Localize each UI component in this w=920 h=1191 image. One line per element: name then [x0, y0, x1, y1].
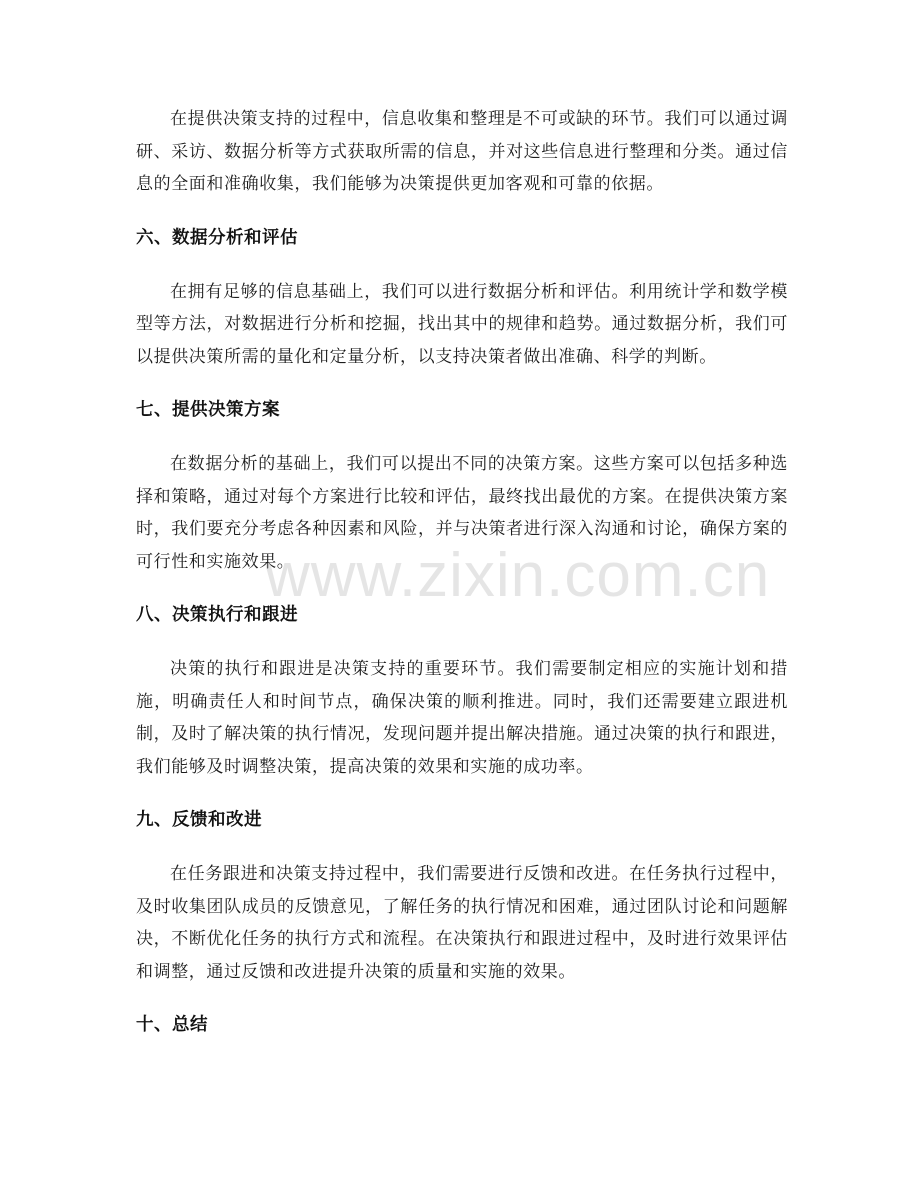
section-heading-8: 八、决策执行和跟进	[136, 605, 298, 625]
watermark-text: www.zixin.com.cn	[265, 541, 771, 610]
section-heading-10: 十、总结	[136, 1015, 208, 1035]
section-heading-7: 七、提供决策方案	[136, 400, 280, 420]
section-paragraph-9: 在任务跟进和决策支持过程中，我们需要进行反馈和改进。在任务执行过程中，及时收集团队成员的反馈意见，了解任务的执行情况和困难，通过团队讨论和问题解决，不断优化任务的执行方式和流程。在决策执行和跟进过程中，及时进行效果评估和调整，通过反馈和改进提升决策的质量和实施的效果。	[136, 864, 788, 982]
section-heading-6: 六、数据分析和评估	[136, 227, 298, 248]
section-paragraph-7: 在数据分析的基础上，我们可以提出不同的决策方案。这些方案可以包括多种选择和策略，通过对每个方案进行比较和评估，最终找出最优的方案。在提供决策方案时，我们要充分考虑各种因素和风险，并与决策者进行深入沟通和讨论，确保方案的可行性和实施效果。	[136, 454, 788, 572]
intro-paragraph: 在提供决策支持的过程中，信息收集和整理是不可或缺的环节。我们可以通过调研、采访、数据分析等方式获取所需的信息，并对这些信息进行整理和分类。通过信息的全面和准确收集，我们能够为决策提供更加客观和可靠的依据。	[136, 109, 788, 194]
document-body	[136, 103, 788, 1039]
section-paragraph-6: 在拥有足够的信息基础上，我们可以进行数据分析和评估。利用统计学和数学模型等方法，对数据进行分析和挖掘，找出其中的规律和趋势。通过数据分析，我们可以提供决策所需的量化和定量分析，以支持决策者做出准确、科学的判断。	[136, 281, 788, 367]
section-paragraph-8: 决策的执行和跟进是决策支持的重要环节。我们需要制定相应的实施计划和措施，明确责任人和时间节点，确保决策的顺利推进。同时，我们还需要建立跟进机制，及时了解决策的执行情况，发现问题并提出解决措施。通过决策的执行和跟进，我们能够及时调整决策，提高决策的效果和实施的成功率。	[136, 659, 788, 777]
section-heading-9: 九、反馈和改进	[136, 810, 262, 830]
